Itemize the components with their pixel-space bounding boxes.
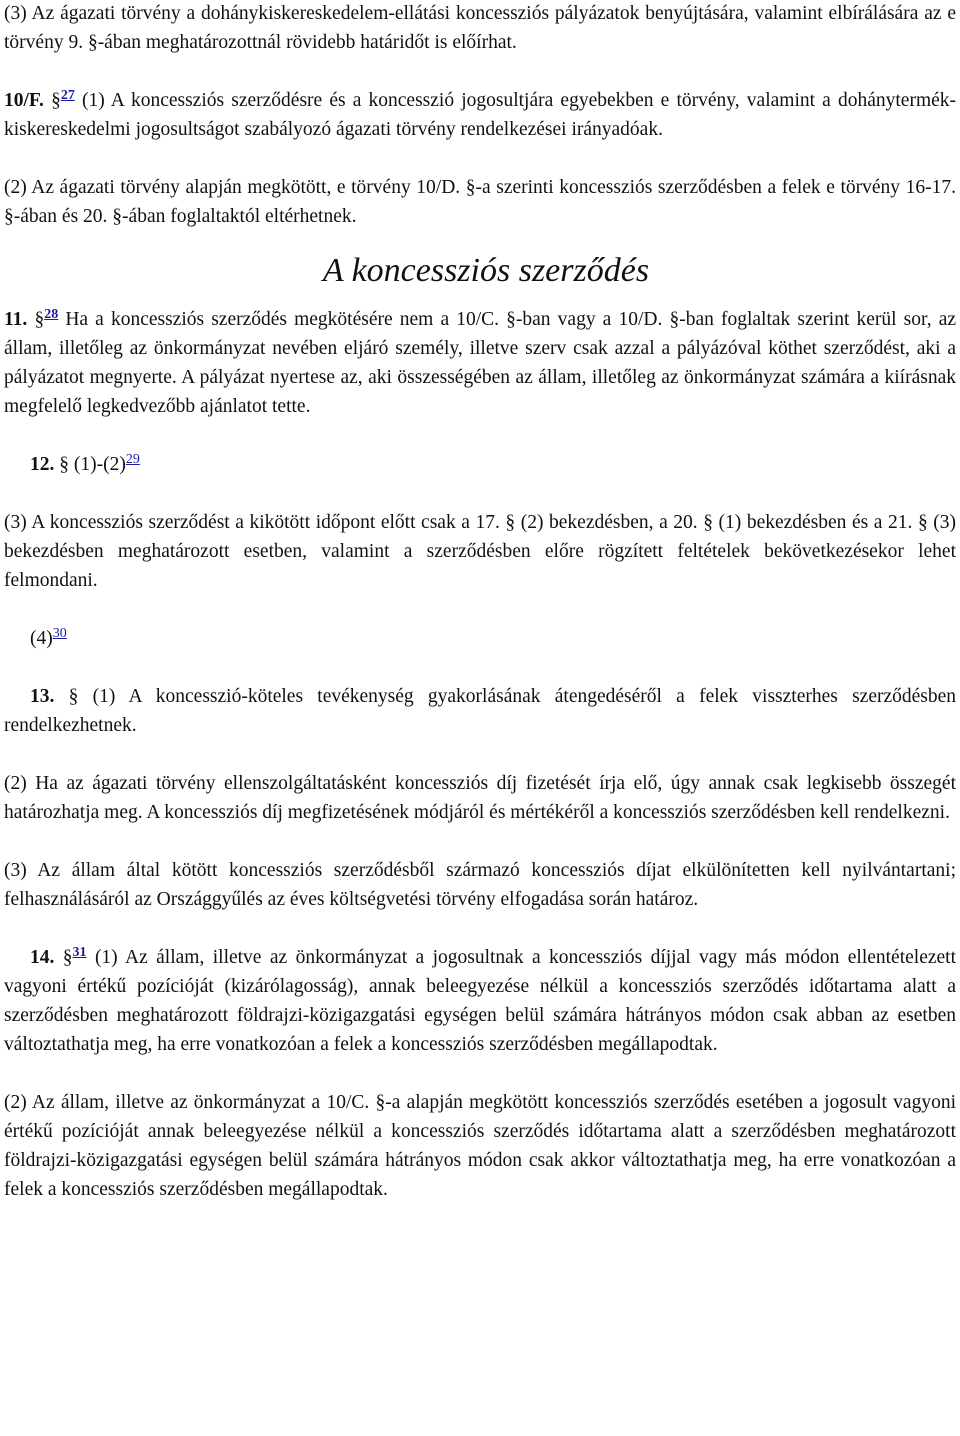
- section-number: 12.: [30, 454, 55, 475]
- footnote-link-30[interactable]: 30: [52, 626, 67, 641]
- section-number: 11.: [4, 309, 28, 330]
- section-number: 13.: [30, 686, 55, 707]
- section-12-paragraph-4: [4, 624, 956, 653]
- section-number: 10/F.: [4, 90, 44, 111]
- section-14-paragraph-1: [4, 943, 956, 1059]
- paragraph-intro-3: (3) Az ágazati törvény a dohánykiskereskedelem-ellátási koncessziós pályázatok benyújtására, valamint elbírálására az e törvény 9. §-ában meghatározottnál rövidebb határidőt is előírhat.: [4, 3, 956, 53]
- section-sign: §: [34, 309, 45, 330]
- document-body: [4, 0, 956, 1204]
- paragraph-text: (1) Az állam, illetve az önkormányzat a jogosultnak a koncessziós díjjal vagy más módon ellentételezett vagyoni értékű pozícióját (kizárólagosság), annak beleegyezése nélkül a koncessziós szerződés időtartama alatt a szerződésben meghatározott földrajzi-közigazgatási egységen belül számára hátrányos módon csak abban az esetben változtathatja meg, ha erre vonatkozóan a felek a koncessziós szerződésben megállapodtak.: [4, 947, 957, 1055]
- footnote-link-28[interactable]: 28: [44, 307, 59, 322]
- section-11-paragraph: [4, 305, 956, 421]
- section-sign: §: [62, 947, 73, 968]
- section-14-paragraph-2: (2) Az állam, illetve az önkormányzat a 10/C. §-a alapján megkötött koncessziós szerződés esetében a jogosult vagyoni értékű pozícióját annak beleegyezése nélkül a koncessziós szerződés időtartama alatt a szerződésben meghatározott földrajzi-közigazgatási egységen belül számára hátrányos módon csak akkor változtathatja meg, ha erre vonatkozóan a felek a koncessziós szerződésben megállapodtak.: [4, 1092, 956, 1200]
- section-13-paragraph-2: (2) Ha az ágazati törvény ellenszolgáltatásként koncessziós díj fizetését írja elő, úgy annak csak legkisebb összegét határozhatja meg. A koncessziós díj megfizetésének módjáról és mértékéről a koncessziós szerződésben kell rendelkezni.: [4, 773, 956, 823]
- section-sign: §: [51, 90, 61, 111]
- section-13-paragraph-1: [4, 682, 956, 740]
- paragraph-text: (4): [30, 628, 53, 649]
- paragraph-text: (1)-(2): [73, 454, 126, 475]
- paragraph-text: (1) A koncessziós szerződésre és a koncesszió jogosultjára egyebekben e törvény, valamint a dohánytermék-kiskereskedelmi jogosultságot szabályozó ágazati törvény rendelkezései irányadóak.: [4, 90, 957, 140]
- section-12-paragraph-1-2: [4, 450, 956, 479]
- section-13-paragraph-3: (3) Az állam által kötött koncessziós szerződésből származó koncessziós díjat elkülönítetten kell nyilvántartani; felhasználásáról az Országgyűlés az éves költségvetési törvény elfogadása során határoz.: [4, 860, 956, 910]
- section-sign: §: [68, 686, 79, 707]
- section-10f-paragraph-1: [4, 86, 956, 144]
- section-sign: §: [59, 454, 69, 475]
- paragraph-text: (1) A koncesszió-köteles tevékenység gyakorlásának átengedéséről a felek visszterhes szerződésben rendelkezhetnek.: [4, 686, 957, 736]
- paragraph-text: Ha a koncessziós szerződés megkötésére nem a 10/C. §-ban vagy a 10/D. §-ban foglaltak szerint kerül sor, az állam, illetőleg az önkormányzat nevében eljáró személy, illetve szerv csak azzal a pályázóval köthet szerződést, aki a pályázatot megnyerte. A pályázat nyertese az, aki összességében az állam, illetőleg az önkormányzat számára a kiírásnak megfelelő legkedvezőbb ajánlatot tette.: [4, 309, 957, 417]
- section-12-paragraph-3: (3) A koncessziós szerződést a kikötött időpont előtt csak a 17. § (2) bekezdésben, a 20. § (1) bekezdésben és a 21. § (3) bekezdésben meghatározott esetben, valamint a szerződésben előre rögzített feltételek bekövetkezésekor lehet felmondani.: [4, 512, 956, 591]
- footnote-link-29[interactable]: 29: [125, 452, 140, 467]
- footnote-link-27[interactable]: 27: [60, 88, 75, 103]
- section-heading: A koncessziós szerződés: [322, 252, 650, 289]
- section-number: 14.: [30, 947, 55, 968]
- footnote-link-31[interactable]: 31: [72, 945, 87, 960]
- section-10f-paragraph-2: (2) Az ágazati törvény alapján megkötött, e törvény 10/D. §-a szerinti koncessziós szerződésben a felek e törvény 16-17. §-ában és 20. §-ában foglaltaktól eltérhetnek.: [4, 177, 956, 227]
